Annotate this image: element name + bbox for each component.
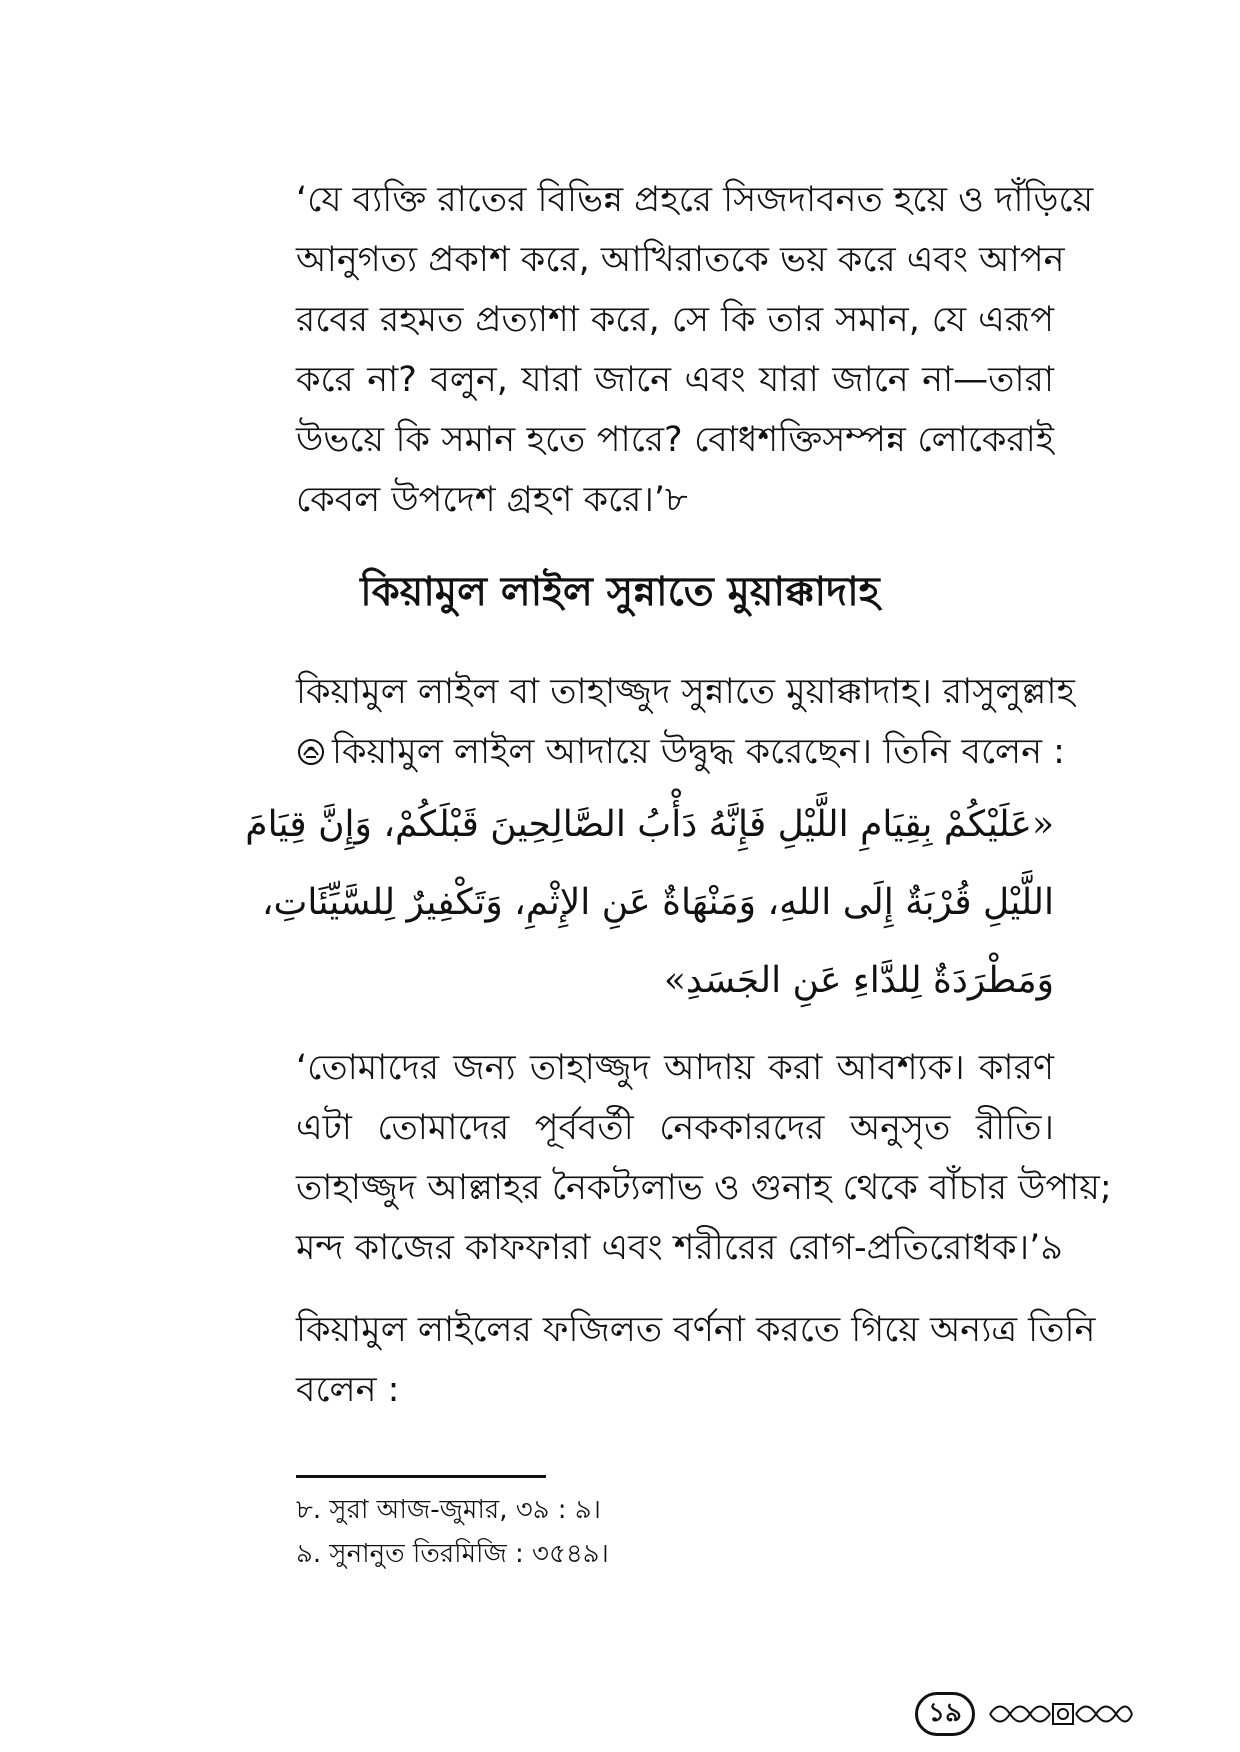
hadith-translation-paragraph — [296, 1038, 1112, 1278]
arabic-line: وَمَطْرَدَةٌ لِلدَّاءِ عَنِ الجَسَدِ» — [663, 960, 1054, 1001]
paragraph-line: কেবল উপদেশ গ্রহণ করে।’৮ — [296, 480, 688, 520]
intro-paragraph — [296, 662, 1075, 782]
section-heading: কিয়ামুল লাইল সুন্নাতে মুয়াক্কাদাহ — [360, 569, 880, 615]
paragraph-line: ‘যে ব্যক্তি রাতের বিভিন্ন প্রহরে সিজদাবনত হয়ে ও দাঁড়িয়ে — [296, 180, 1094, 220]
paragraph-line-text: কিয়ামুল লাইল আদায়ে উদ্বুদ্ধ করেছেন। তিনি বলেন : — [332, 732, 1065, 772]
salawat-icon — [296, 737, 326, 767]
page-footer — [915, 1692, 1135, 1736]
arabic-line: اللَّيْلِ قُرْبَةٌ إِلَى اللهِ، وَمَنْهَاةٌ عَنِ الإِثْمِ، وَتَكْفِيرٌ لِلسَّيِّئَاتِ، — [261, 882, 1054, 923]
paragraph-line-with-icon — [296, 722, 1065, 782]
quote-translation-paragraph — [296, 170, 1094, 530]
page-number: ১৯ — [915, 1692, 975, 1736]
arabic-hadith-quote — [245, 786, 1054, 1020]
footnote-item: ৯. সুনানুত তিরমিজি : ৩৫৪৯। — [296, 1539, 609, 1569]
paragraph-line: রবের রহমত প্রত্যাশা করে, সে কি তার সমান, যে এরূপ — [296, 300, 1054, 340]
paragraph-line: তাহাজ্জুদ আল্লাহর নৈকট্যলাভ ও গুনাহ থেকে বাঁচার উপায়; — [296, 1168, 1112, 1208]
arabic-line: «عَلَيْكُمْ بِقِيَامِ اللَّيْلِ فَإِنَّهُ دَأْبُ الصَّالِحِينَ قَبْلَكُمْ، وَإِنَّ قِيَامَ — [245, 804, 1054, 845]
paragraph-line: ‘তোমাদের জন্য তাহাজ্জুদ আদায় করা আবশ্যক। কারণ — [296, 1048, 1054, 1088]
footnotes — [296, 1488, 996, 1576]
paragraph-line: কিয়ামুল লাইল বা তাহাজ্জুদ সুন্নাতে মুয়াক্কাদাহ। রাসুলুল্লাহ — [296, 672, 1075, 712]
paragraph-line: মন্দ কাজের কাফফারা এবং শরীরের রোগ-প্রতিরোধক।’৯ — [296, 1228, 1063, 1268]
paragraph-line: করে না? বলুন, যারা জানে এবং যারা জানে না—তারা — [296, 360, 1054, 400]
footnote-item: ৮. সুরা আজ-জুমার, ৩৯ : ৯। — [296, 1495, 601, 1525]
decorative-ornament-icon — [985, 1694, 1135, 1734]
closing-paragraph — [296, 1300, 1096, 1420]
paragraph-line: আনুগত্য প্রকাশ করে, আখিরাতকে ভয় করে এবং আপন — [296, 240, 1065, 280]
paragraph-line: কিয়ামুল লাইলের ফজিলত বর্ণনা করতে গিয়ে অন্যত্র তিনি — [296, 1310, 1096, 1350]
footnote-divider — [296, 1475, 546, 1478]
paragraph-line: উভয়ে কি সমান হতে পারে? বোধশক্তিসম্পন্ন লোকেরাই — [296, 420, 1054, 460]
paragraph-line: বলেন : — [296, 1370, 400, 1410]
paragraph-line: এটা তোমাদের পূর্ববর্তী নেককারদের অনুসৃত রীতি। — [296, 1108, 1054, 1148]
